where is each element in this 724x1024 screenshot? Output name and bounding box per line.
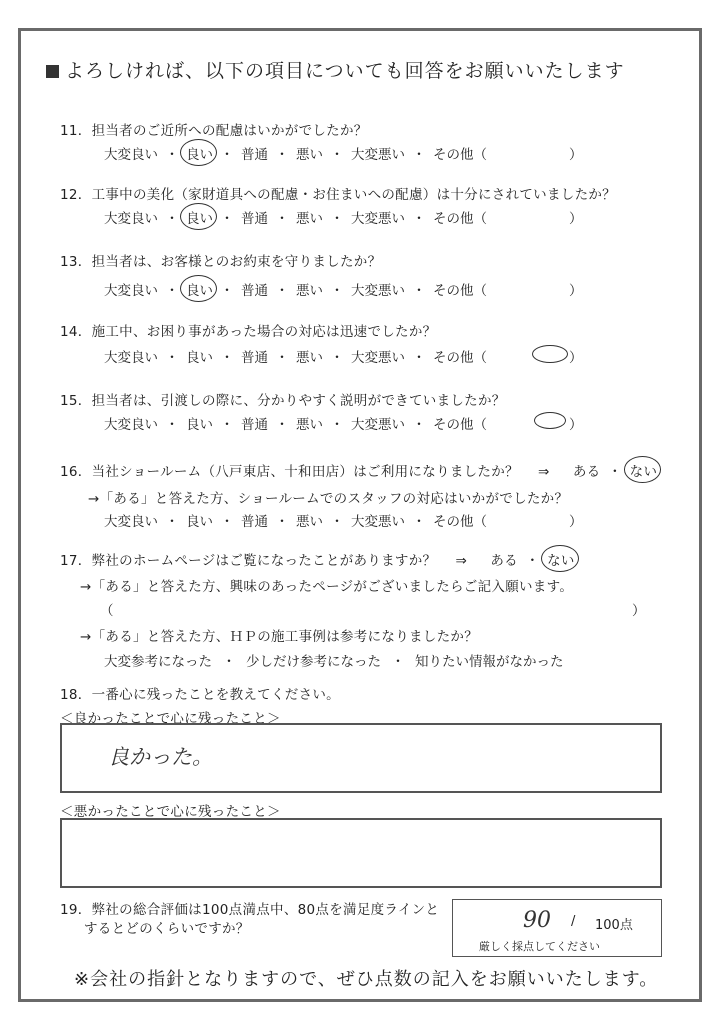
bad-memory-label: ＜悪かったことで心に残ったこと＞ bbox=[60, 804, 281, 820]
question-12: 12．工事中の美化（家財道具への配慮・お住まいへの配慮）は十分にされていましたか？ bbox=[60, 187, 616, 203]
paren-close: ） bbox=[632, 603, 646, 619]
option-other[interactable]: その他（ bbox=[433, 350, 487, 366]
selected-circle-mark bbox=[541, 545, 579, 572]
option-other[interactable]: その他（ bbox=[433, 417, 487, 433]
arrow-right-icon: ⇒ bbox=[455, 553, 468, 569]
score-max: 100点 bbox=[595, 918, 633, 933]
page-title bbox=[46, 56, 625, 83]
question-15: 15．担当者は、引渡しの際に、分かりやすく説明ができていましたか？ bbox=[60, 393, 506, 409]
option-very-good[interactable]: 大変良い bbox=[104, 147, 158, 163]
rating-row-17: 大変参考になった ・ 少しだけ参考になった ・ 知りたい情報がなかった bbox=[104, 650, 564, 670]
question-16-followup: →「ある」と答えた方、ショールームでのスタッフの対応はいかがでしたか？ bbox=[88, 491, 569, 507]
option-very-good[interactable]: 大変良い bbox=[104, 350, 158, 366]
paren-open: （ bbox=[100, 603, 114, 619]
square-bullet-icon bbox=[46, 65, 59, 78]
option-no[interactable]: ない bbox=[630, 460, 658, 480]
option-bad[interactable]: 悪い bbox=[296, 417, 323, 433]
rating-row-13: 大変良い ・ 良い ・ 普通 ・ 悪い ・ 大変悪い ・ その他（ ） bbox=[104, 279, 583, 299]
question-18: 18．一番心に残ったことを教えてください。 bbox=[60, 687, 340, 703]
option-normal[interactable]: 普通 bbox=[241, 211, 268, 227]
option-other-close: ） bbox=[569, 417, 583, 433]
question-19-line-2: するとどのくらいですか？ bbox=[84, 921, 250, 937]
option-slightly-helpful[interactable]: 少しだけ参考になった bbox=[246, 654, 381, 670]
rating-row-15: 大変良い ・ 良い ・ 普通 ・ 悪い ・ 大変悪い ・ その他（ ） bbox=[104, 413, 583, 433]
rating-row-11: 大変良い ・ 良い ・ 普通 ・ 悪い ・ 大変悪い ・ その他（ ） bbox=[104, 143, 583, 163]
option-normal[interactable]: 普通 bbox=[241, 350, 268, 366]
option-other-close: ） bbox=[569, 211, 583, 227]
option-other[interactable]: その他（ bbox=[433, 147, 487, 163]
question-17-followup-1: →「ある」と答えた方、興味のあったページがございましたらご記入願います。 bbox=[80, 579, 574, 595]
option-very-bad[interactable]: 大変悪い bbox=[351, 417, 405, 433]
option-other[interactable]: その他（ bbox=[433, 211, 487, 227]
option-very-bad[interactable]: 大変悪い bbox=[351, 211, 405, 227]
question-13: 13．担当者は、お客様とのお約束を守りましたか？ bbox=[60, 254, 382, 270]
option-bad[interactable]: 悪い bbox=[296, 514, 323, 530]
score-note: 厳しく採点してください bbox=[479, 940, 600, 953]
option-good[interactable]: 良い bbox=[186, 207, 213, 227]
selected-circle-mark bbox=[180, 139, 217, 166]
option-bad[interactable]: 悪い bbox=[296, 283, 323, 299]
question-11: 11．担当者のご近所への配慮はいかがでしたか？ bbox=[60, 123, 368, 139]
score-value: 90 bbox=[523, 908, 551, 933]
question-19-line-1: 19．弊社の総合評価は100点満点中、80点を満足度ラインと bbox=[60, 902, 440, 918]
option-other-close: ） bbox=[569, 147, 583, 163]
option-bad[interactable]: 悪い bbox=[296, 147, 323, 163]
option-very-bad[interactable]: 大変悪い bbox=[351, 283, 405, 299]
option-yes[interactable]: ある bbox=[572, 464, 601, 480]
good-memory-box[interactable] bbox=[60, 723, 662, 793]
option-other[interactable]: その他（ bbox=[433, 514, 487, 530]
option-yes[interactable]: ある bbox=[490, 553, 518, 569]
score-slash: / bbox=[571, 914, 576, 929]
selected-circle-mark bbox=[180, 275, 217, 302]
rating-row-14: 大変良い ・ 良い ・ 普通 ・ 悪い ・ 大変悪い ・ その他（ ） bbox=[104, 346, 583, 366]
option-good[interactable]: 良い bbox=[186, 143, 213, 163]
option-very-good[interactable]: 大変良い bbox=[104, 211, 158, 227]
question-16: 16．当社ショールーム（八戸東店、十和田店）はご利用になりましたか？ ⇒ ある ・ ない bbox=[60, 460, 657, 480]
handwritten-circle-mark bbox=[532, 345, 568, 363]
rating-row-16: 大変良い ・ 良い ・ 普通 ・ 悪い ・ 大変悪い ・ その他（ ） bbox=[104, 510, 583, 530]
option-other-close: ） bbox=[569, 283, 583, 299]
option-good[interactable]: 良い bbox=[186, 350, 213, 366]
option-very-bad[interactable]: 大変悪い bbox=[351, 514, 405, 530]
option-very-bad[interactable]: 大変悪い bbox=[351, 350, 405, 366]
option-very-bad[interactable]: 大変悪い bbox=[351, 147, 405, 163]
question-16-text: 16．当社ショールーム（八戸東店、十和田店）はご利用になりましたか？ bbox=[60, 464, 519, 480]
option-other[interactable]: その他（ bbox=[433, 283, 487, 299]
option-normal[interactable]: 普通 bbox=[241, 514, 268, 530]
arrow-right-icon: ⇒ bbox=[538, 464, 550, 480]
bad-memory-box[interactable] bbox=[60, 818, 662, 888]
option-normal[interactable]: 普通 bbox=[241, 417, 268, 433]
rating-row-12: 大変良い ・ 良い ・ 普通 ・ 悪い ・ 大変悪い ・ その他（ ） bbox=[104, 207, 583, 227]
question-17: 17．弊社のホームページはご覧になったことがありますか？ ⇒ ある ・ ない bbox=[60, 549, 575, 569]
option-bad[interactable]: 悪い bbox=[296, 350, 323, 366]
page-title-text: よろしければ、以下の項目についても回答をお願いいたします bbox=[65, 60, 625, 82]
option-good[interactable]: 良い bbox=[186, 417, 213, 433]
option-very-good[interactable]: 大変良い bbox=[104, 514, 158, 530]
option-normal[interactable]: 普通 bbox=[241, 283, 268, 299]
option-very-good[interactable]: 大変良い bbox=[104, 417, 158, 433]
handwritten-circle-mark bbox=[534, 412, 566, 429]
option-very-helpful[interactable]: 大変参考になった bbox=[104, 654, 212, 670]
option-good[interactable]: 良い bbox=[186, 279, 213, 299]
selected-circle-mark bbox=[624, 456, 662, 483]
option-normal[interactable]: 普通 bbox=[241, 147, 268, 163]
question-14: 14．施工中、お困り事があった場合の対応は迅速でしたか？ bbox=[60, 324, 437, 340]
option-no[interactable]: ない bbox=[547, 549, 575, 569]
option-very-good[interactable]: 大変良い bbox=[104, 283, 158, 299]
good-memory-label: ＜良かったことで心に残ったこと＞ bbox=[60, 711, 281, 727]
selected-circle-mark bbox=[180, 203, 217, 230]
question-17-text: 17．弊社のホームページはご覧になったことがありますか？ bbox=[60, 553, 437, 569]
footer-note: ※会社の指針となりますので、ぜひ点数の記入をお願いいたします。 bbox=[74, 969, 659, 990]
good-memory-answer: 良かった。 bbox=[108, 745, 213, 769]
question-17-followup-2: →「ある」と答えた方、ＨＰの施工事例は参考になりましたか？ bbox=[80, 629, 479, 645]
score-box[interactable] bbox=[452, 899, 662, 957]
option-not-helpful[interactable]: 知りたい情報がなかった bbox=[415, 654, 564, 670]
option-other-close: ） bbox=[569, 514, 583, 530]
option-bad[interactable]: 悪い bbox=[296, 211, 323, 227]
option-good[interactable]: 良い bbox=[186, 514, 213, 530]
option-other-close: ） bbox=[569, 350, 583, 366]
